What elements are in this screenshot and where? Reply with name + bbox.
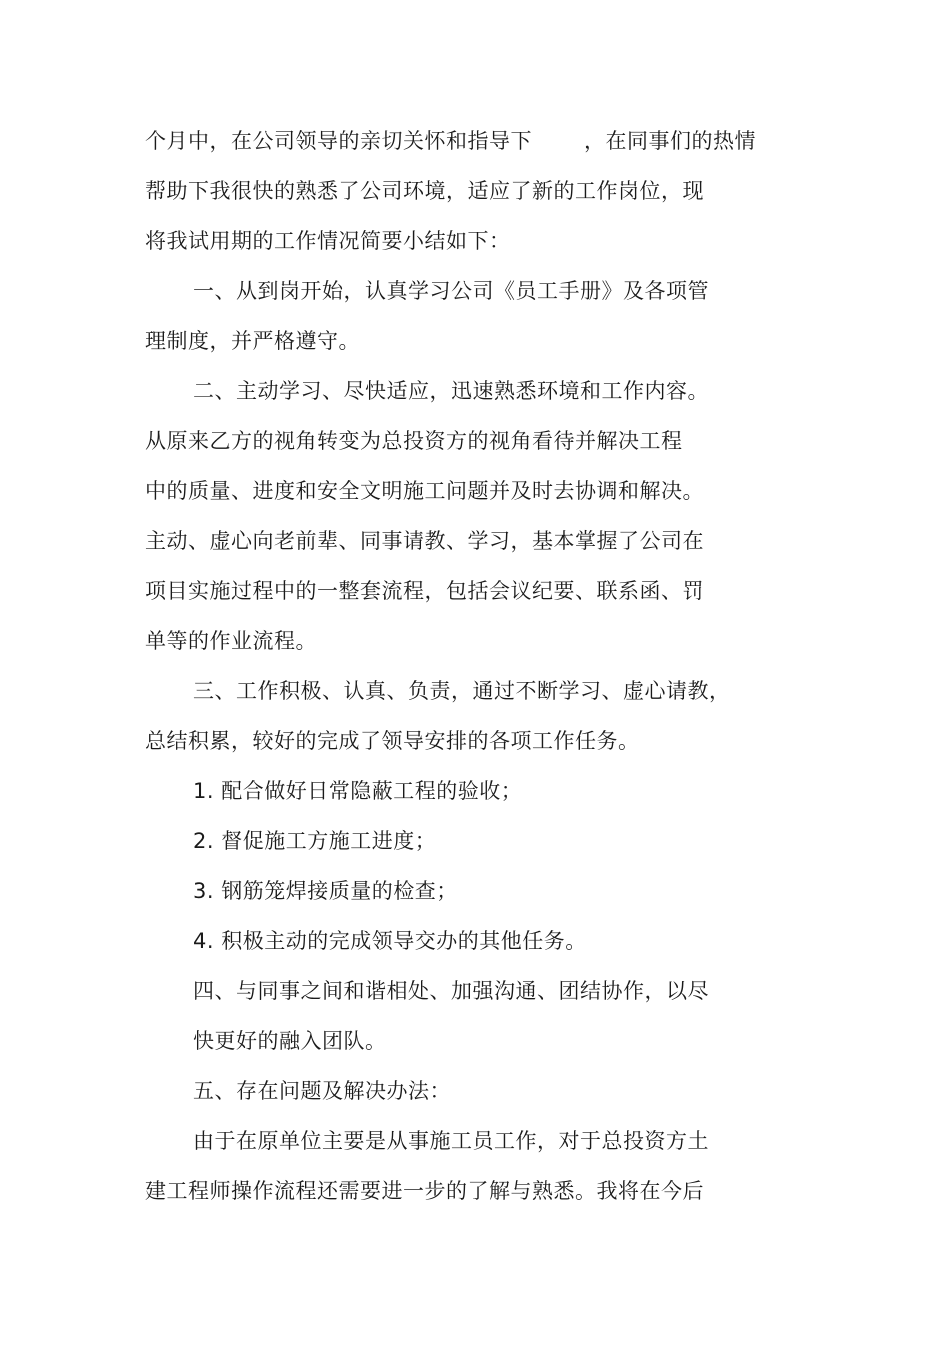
paragraph-line: 二、主动学习、尽快适应，迅速熟悉环境和工作内容。	[193, 379, 709, 403]
paragraph-line: 单等的作业流程。	[145, 629, 317, 653]
paragraph-line: 总结积累，较好的完成了领导安排的各项工作任务。	[145, 729, 640, 753]
line-text-part: 个月中，在公司领导的亲切关怀和指导下	[145, 129, 532, 153]
paragraph-line: 快更好的融入团队。	[193, 1029, 387, 1053]
paragraph-line: 主动、虚心向老前辈、同事请教、学习，基本掌握了公司在	[145, 529, 704, 553]
paragraph-line: 建工程师操作流程还需要进一步的了解与熟悉。我将在今后	[145, 1179, 704, 1203]
list-item: 3. 钢筋笼焊接质量的检查；	[193, 879, 458, 903]
list-item: 4. 积极主动的完成领导交办的其他任务。	[193, 929, 587, 953]
paragraph-line: 由于在原单位主要是从事施工员工作，对于总投资方土	[193, 1129, 709, 1153]
paragraph-line: 帮助下我很快的熟悉了公司环境，适应了新的工作岗位，现	[145, 179, 704, 203]
paragraph-line: 中的质量、进度和安全文明施工问题并及时去协调和解决。	[145, 479, 704, 503]
paragraph-line: 从原来乙方的视角转变为总投资方的视角看待并解决工程	[145, 429, 683, 453]
section-heading: 五、存在问题及解决办法：	[193, 1079, 451, 1103]
paragraph-line: 三、工作积极、认真、负责，通过不断学习、虚心请教，	[193, 679, 731, 703]
list-item: 2. 督促施工方施工进度；	[193, 829, 437, 853]
paragraph-line: 理制度，并严格遵守。	[145, 329, 360, 353]
paragraph-line: 项目实施过程中的一整套流程，包括会议纪要、联系函、罚	[145, 579, 704, 603]
line-text-part: ，在同事们的热情	[584, 129, 756, 153]
paragraph-line: 将我试用期的工作情况简要小结如下：	[145, 229, 511, 253]
list-item: 1. 配合做好日常隐蔽工程的验收；	[193, 779, 523, 803]
paragraph-line: 四、与同事之间和谐相处、加强沟通、团结协作，以尽	[193, 979, 709, 1003]
paragraph-line: 一、从到岗开始，认真学习公司《员工手册》及各项管	[193, 279, 709, 303]
paragraph-line	[145, 126, 756, 156]
